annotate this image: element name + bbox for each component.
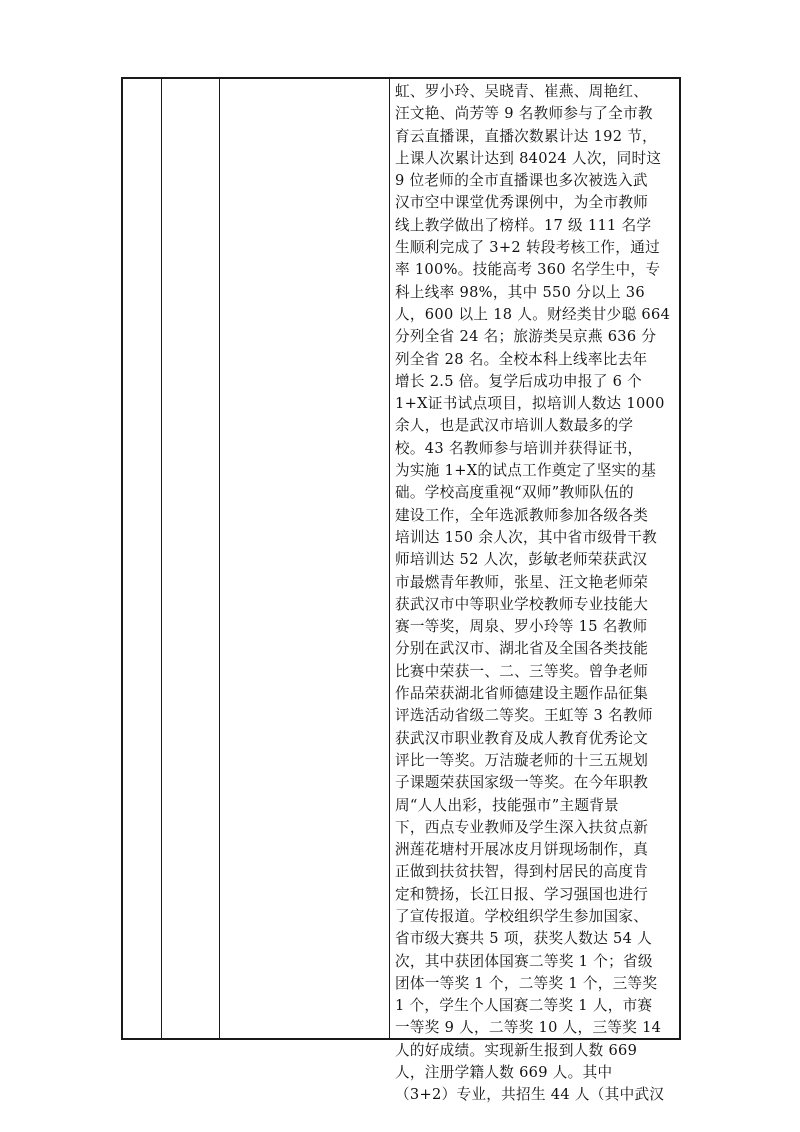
text-line: 础。学校高度重视“双师”教师队伍的: [395, 484, 634, 502]
text-line: 下，西点专业教师及学生深入扶贫点新: [395, 818, 649, 836]
text-line: 增长 2.5 倍。复学后成功申报了 6 个: [395, 372, 643, 390]
text-line: 定和赞扬，长江日报、学习强国也进行: [395, 885, 649, 903]
text-line: 科上线率 98%，其中 550 分以上 36: [395, 283, 645, 301]
text-line: 赛一等奖，周泉、罗小玲等 15 名教师: [395, 618, 648, 636]
text-line: 汪文艳、尚芳等 9 名教师参与了全市教: [395, 105, 653, 123]
text-line: 子课题荣获国家级一等奖。在今年职教: [395, 774, 649, 792]
text-line: 上课人次累计达到 84024 人次，同时这: [395, 149, 662, 167]
text-line: （3+2）专业，共招生 44 人（其中武汉: [395, 1086, 665, 1104]
text-line: 虹、罗小玲、吴晓青、崔燕、周艳红、: [395, 83, 649, 100]
text-line: 获武汉市职业教育及成人教育优秀论文: [395, 729, 649, 747]
column-divider-1: [161, 79, 162, 1038]
text-line: 为实施 1+X的试点工作奠定了坚实的基: [395, 462, 657, 480]
text-line: 汉市空中课堂优秀课例中，为全市教师: [395, 194, 649, 212]
text-line: 1+X证书试点项目，拟培训人数达 1000: [395, 395, 665, 413]
text-line: 9 位老师的全市直播课也多次被选入武: [395, 172, 648, 190]
text-line: 育云直播课，直播次数累计达 192 节，: [395, 127, 658, 145]
text-line: 周“人人出彩，技能强市”主题背景: [395, 796, 620, 814]
text-line: 洲莲花塘村开展冰皮月饼现场制作，真: [395, 841, 649, 859]
text-line: 一等奖 9 人，二等奖 10 人，三等奖 14: [395, 1019, 662, 1037]
text-line: 生顺利完成了 3+2 转段考核工作，通过: [395, 239, 660, 257]
text-line: 获武汉市中等职业学校教师专业技能大: [395, 595, 649, 613]
text-line: 1 个，学生个人国赛二等奖 1 人，市赛: [395, 997, 653, 1015]
text-line: 余人，也是武汉市培训人数最多的学: [395, 417, 634, 435]
text-line: 分别在武汉市、湖北省及全国各类技能: [395, 640, 649, 658]
text-line: 市最燃青年教师，张星、汪文艳老师荣: [395, 573, 649, 591]
text-line: 师培训达 52 人次，彭敏老师荣获武汉: [395, 551, 648, 569]
column-divider-2: [219, 79, 220, 1038]
text-line: 省市级大赛共 5 项，获奖人数达 54 人: [395, 930, 653, 948]
text-line: 次，其中获团体国赛二等奖 1 个；省级: [395, 952, 653, 970]
report-table: [121, 77, 681, 1104]
text-line: 率 100%。技能高考 360 名学生中，专: [395, 261, 661, 279]
text-line: 培训达 150 余人次，其中省市级骨干教: [395, 528, 658, 546]
text-line: 建设工作，全年选派教师参加各级各类: [395, 506, 649, 524]
text-line: 列全省 28 名。全校本科上线率比去年: [395, 350, 648, 368]
text-line: 人，注册学籍人数 669 人。其中: [395, 1064, 613, 1082]
column-divider-3: [389, 79, 390, 1038]
table-cell-content: [395, 79, 679, 1107]
text-line: 评选活动省级二等奖。王虹等 3 名教师: [395, 707, 653, 725]
text-line: 校。43 名教师参与培训并获得证书，: [395, 439, 643, 457]
text-line: 作品荣获湖北省师德建设主题作品征集: [395, 685, 649, 703]
text-line: 人，600 以上 18 人。财经类甘少聪 664: [395, 305, 671, 323]
text-line: 比赛中荣获一、二、三等奖。曾争老师: [395, 662, 649, 680]
text-line: 评比一等奖。万洁璇老师的十三五规划: [395, 751, 649, 769]
text-line: 分列全省 24 名；旅游类吴京燕 636 分: [395, 328, 657, 346]
text-line: 团体一等奖 1 个，二等奖 1 个，三等奖: [395, 974, 658, 992]
text-line: 正做到扶贫扶智，得到村居民的高度肯: [395, 863, 649, 881]
text-line: 了宣传报道。学校组织学生参加国家、: [395, 907, 649, 925]
text-line: 线上教学做出了榜样。17 级 111 名学: [395, 216, 652, 234]
text-line: 人的好成绩。实现新生报到人数 669: [395, 1041, 638, 1059]
